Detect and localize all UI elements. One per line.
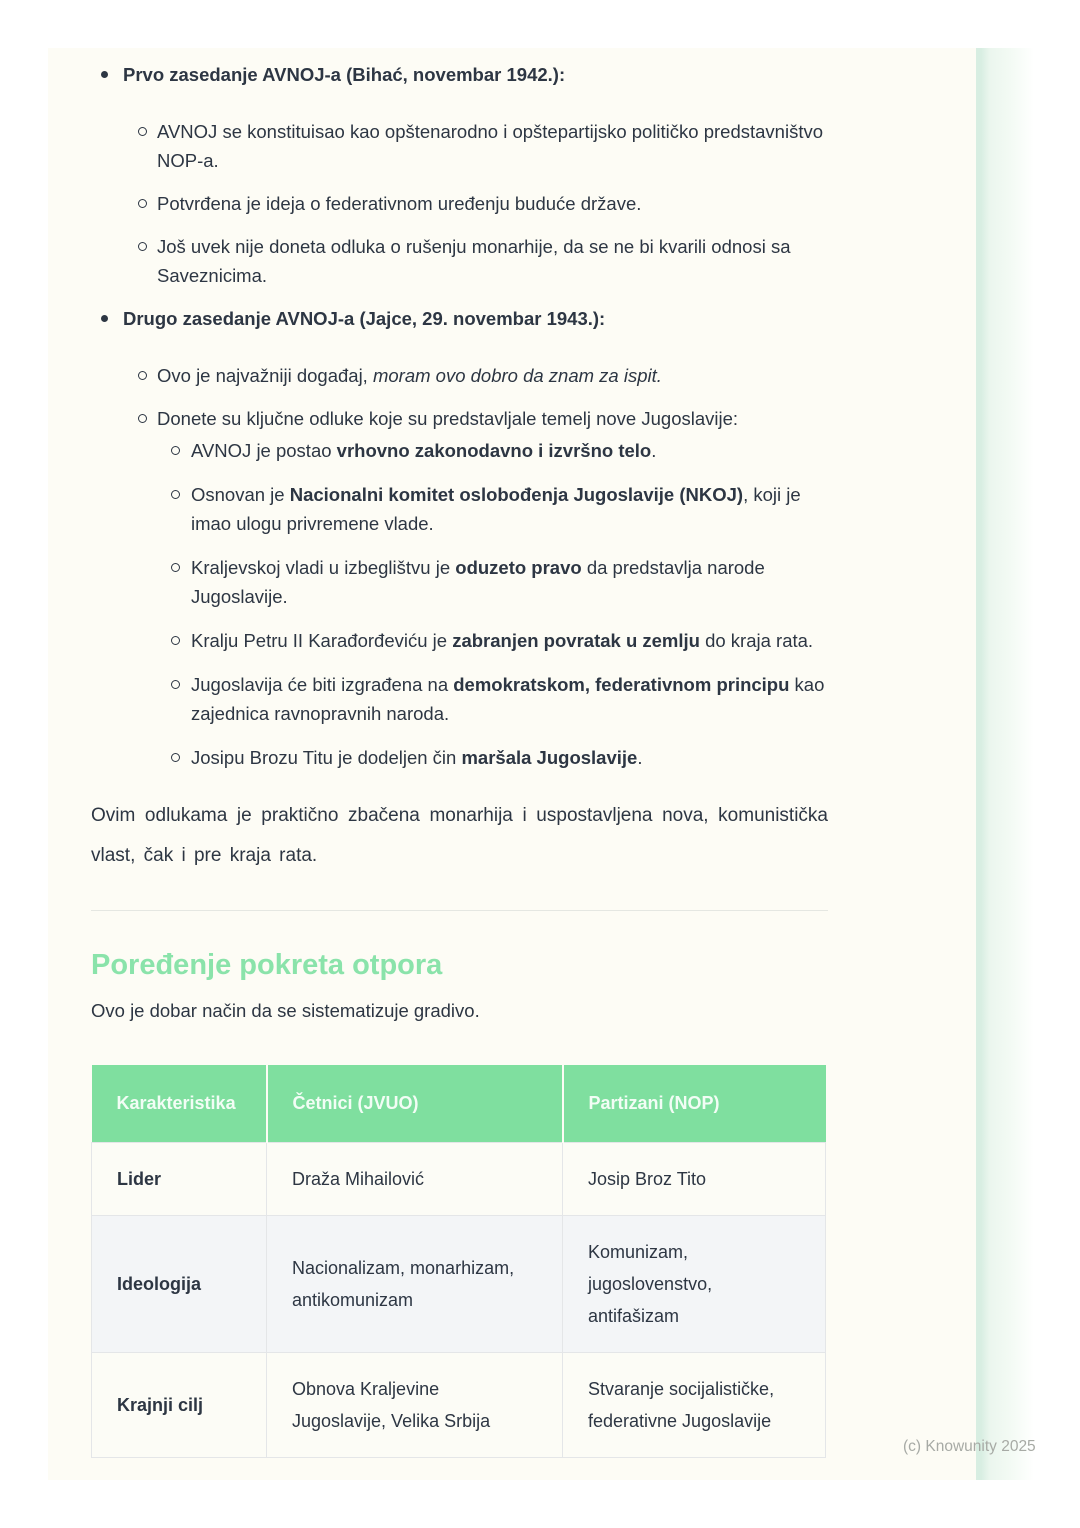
list-item-text: Jugoslavija će biti izgrađena na demokratskom, federativnom principu kao zajednica ravnopravnih naroda.: [191, 674, 825, 724]
list-item: [91, 189, 828, 218]
table-header-partizani: Partizani (NOP): [563, 1065, 826, 1143]
list-item-session-1: [91, 60, 828, 89]
list-item-text: AVNOJ se konstituisao kao opštenarodno i opštepartijsko političko predstavništvo NOP-a.: [157, 121, 824, 171]
page-content: [91, 48, 828, 1458]
table-header-row: [92, 1065, 826, 1143]
circle-bullet-icon: [138, 414, 147, 423]
list-item-text: Donete su ključne odluke koje su predstavljale temelj nove Jugoslavije:: [157, 408, 739, 429]
table-header-karakteristika: Karakteristika: [92, 1065, 267, 1143]
list-item-decision: [91, 626, 828, 655]
list-item-text: Potvrđena je ideja o federativnom uređenju buduće države.: [157, 193, 642, 214]
circle-bullet-icon: [138, 199, 147, 208]
table-cell: Stvaranje socijalističke, federativne Jugoslavije: [563, 1353, 826, 1458]
session-1-title: Prvo zasedanje AVNOJ-a (Bihać, novembar 1942.):: [123, 64, 566, 85]
circle-bullet-icon: [138, 127, 147, 136]
document-page: [48, 48, 976, 1480]
row-label: Ideologija: [92, 1216, 267, 1353]
list-item: [91, 404, 828, 433]
circle-bullet-icon: [171, 636, 180, 645]
section-divider: [91, 910, 828, 911]
circle-bullet-icon: [171, 753, 180, 762]
list-item-decision: [91, 743, 828, 772]
list-item-text: Josipu Brozu Titu je dodeljen čin maršala Jugoslavije.: [191, 747, 643, 768]
section-intro: Ovo je dobar način da se sistematizuje gradivo.: [91, 1000, 480, 1021]
list-item: [91, 361, 828, 390]
bullet-icon: [101, 315, 108, 322]
list-item-decision: [91, 670, 828, 728]
closing-paragraph: Ovim odlukama je praktično zbačena monarhija i uspostavljena nova, komunistička vlast, čak i pre kraja rata.: [91, 805, 828, 866]
list-item-text: Kraljevskoj vladi u izbeglištvu je oduzeto pravo da predstavlja narode Jugoslavije.: [191, 557, 765, 607]
list-item-decision: [91, 480, 828, 538]
table-row-krajnji-cilj: [92, 1353, 826, 1458]
watermark: (c) Knowunity 2025: [903, 1438, 1036, 1455]
table-header-cetnici: Četnici (JVUO): [267, 1065, 563, 1143]
table-cell: Obnova Kraljevine Jugoslavije, Velika Srbija: [267, 1353, 563, 1458]
list-item-text: Kralju Petru II Karađorđeviću je zabranjen povratak u zemlju do kraja rata.: [191, 630, 814, 651]
circle-bullet-icon: [171, 680, 180, 689]
circle-bullet-icon: [171, 446, 180, 455]
list-item-text: Ovo je najvažniji događaj, moram ovo dobro da znam za ispit.: [157, 365, 662, 386]
list-item: [91, 232, 828, 290]
list-item-text: Još uvek nije doneta odluka o rušenju monarhije, da se ne bi kvarili odnosi sa Saveznicima.: [157, 236, 791, 286]
page-edge-decoration: [976, 48, 1034, 1480]
comparison-table: [91, 1065, 826, 1458]
table-row-lider: [92, 1143, 826, 1216]
list-item-decision: [91, 436, 828, 465]
section-heading: Poređenje pokreta otpora: [91, 949, 443, 981]
table-row-ideologija: [92, 1216, 826, 1353]
row-label: Krajnji cilj: [92, 1353, 267, 1458]
list-item: [91, 117, 828, 175]
circle-bullet-icon: [171, 490, 180, 499]
circle-bullet-icon: [171, 563, 180, 572]
list-item-session-2: [91, 304, 828, 333]
list-item-text: Osnovan je Nacionalni komitet oslobođenja Jugoslavije (NKOJ), koji je imao ulogu privremene vlade.: [191, 484, 801, 534]
row-label: Lider: [92, 1143, 267, 1216]
circle-bullet-icon: [138, 242, 147, 251]
table-cell: Draža Mihailović: [267, 1143, 563, 1216]
list-item-decision: [91, 553, 828, 611]
table-cell: Komunizam, jugoslovenstvo, antifašizam: [563, 1216, 826, 1353]
circle-bullet-icon: [138, 371, 147, 380]
table-cell: Josip Broz Tito: [563, 1143, 826, 1216]
session-2-title: Drugo zasedanje AVNOJ-a (Jajce, 29. novembar 1943.):: [123, 308, 606, 329]
list-item-text: AVNOJ je postao vrhovno zakonodavno i izvršno telo.: [191, 440, 657, 461]
table-cell: Nacionalizam, monarhizam, antikomunizam: [267, 1216, 563, 1353]
bullet-icon: [101, 71, 108, 78]
